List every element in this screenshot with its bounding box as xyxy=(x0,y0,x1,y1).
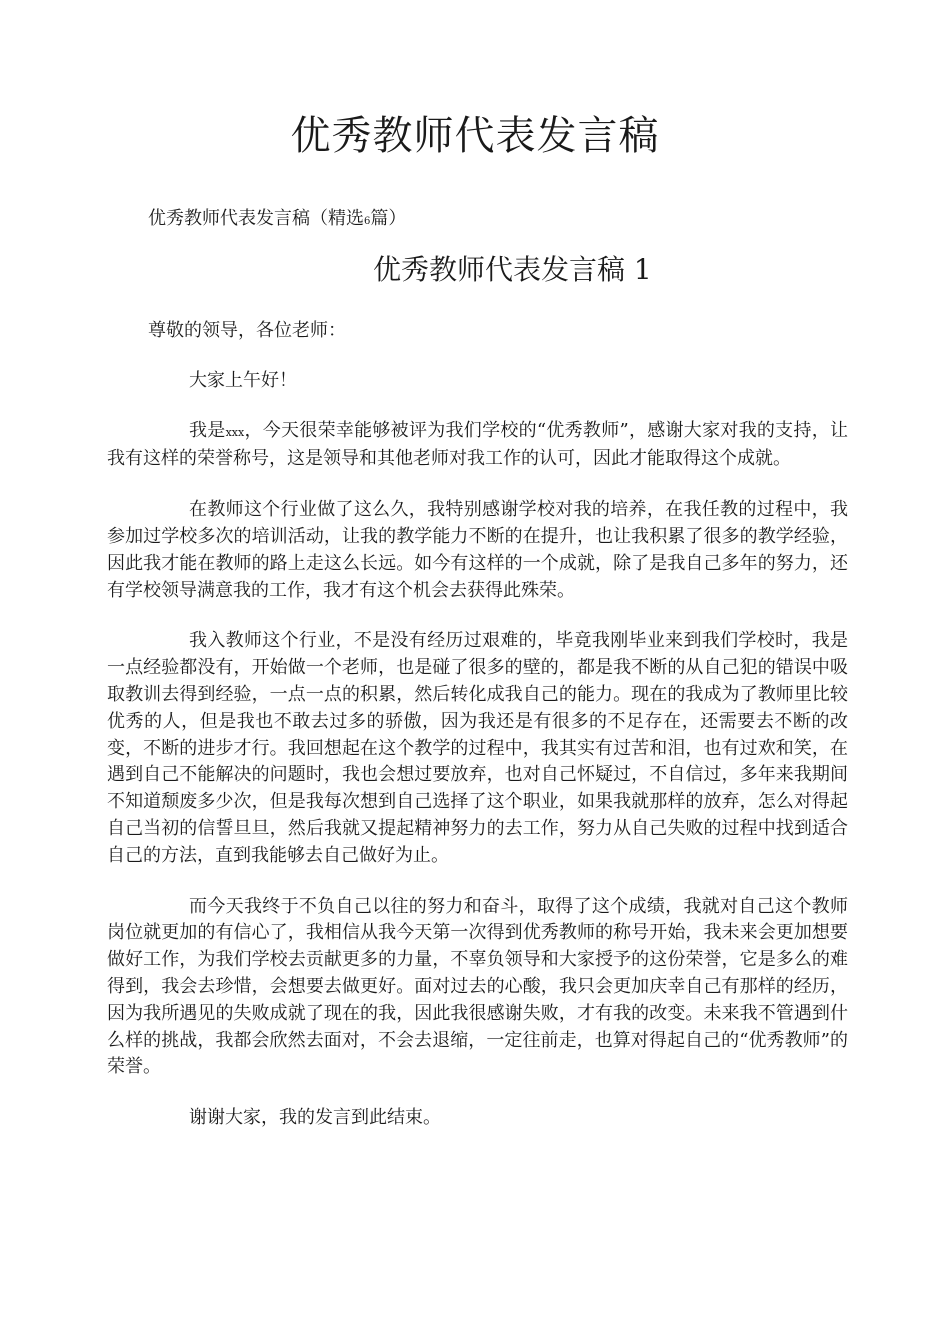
closing: 谢谢大家，我的发言到此结束。 xyxy=(189,1107,441,1129)
paragraph-1-text: ，今天很荣幸能够被评为我们学校的“优秀教师”，感谢大家对我的支持，让我有这样的荣誉称号，这是领导和其他老师对我工作的认可，因此才能取得这个成就。 xyxy=(107,419,849,470)
document-subtitle xyxy=(148,206,406,235)
paragraph-1 xyxy=(107,418,848,474)
salutation: 尊敬的领导，各位老师： xyxy=(148,320,346,341)
section-title: 优秀教师代表发言稿 1 xyxy=(373,253,652,286)
greeting: 大家上午好！ xyxy=(189,369,297,391)
subtitle-suffix: 篇） xyxy=(370,208,407,229)
subtitle-count: 6 xyxy=(364,216,371,227)
paragraph-1-prefix: 我是 xyxy=(189,419,226,441)
speech-body xyxy=(107,318,848,1156)
paragraph-2: 在教师这个行业做了这么久，我特别感谢学校对我的培养，在我任教的过程中，我参加过学校多次的培训活动，让我的教学能力不断的在提升，也让我积累了很多的教学经验，因此我才能在教师的路上走这么长远。如今有这样的一个成就，除了是我自己多年的努力，还有学校领导满意我的工作，我才有这个机会去获得此殊荣。 xyxy=(107,499,848,601)
subtitle-prefix: 优秀教师代表发言稿（精选 xyxy=(148,208,364,229)
document-title: 优秀教师代表发言稿 xyxy=(290,113,660,159)
paragraph-4: 而今天我终于不负自己以往的努力和奋斗，取得了这个成绩，我就对自己这个教师岗位就更加的有信心了，我相信从我今天第一次得到优秀教师的称号开始，我未来会更加想要做好工作，为我们学校去贡献更多的力量，不辜负领导和大家授予的这份荣誉，它是多么的难得到，我会去珍惜，会想要去做更好。面对过去的心酸，我只会更加庆幸自己有那样的经历，因为我所遇见的失败成就了现在的我，因此我很感谢失败，才有我的改变。未来我不管遇到什么样的挑战，我都会欣然去面对，不会去退缩，一定往前走，也算对得起自己的“优秀教师”的荣誉。 xyxy=(107,895,848,1078)
paragraph-3: 我入教师这个行业，不是没有经历过艰难的，毕竟我刚毕业来到我们学校时，我是一点经验都没有，开始做一个老师，也是碰了很多的壁的，都是我不断的从自己犯的错误中吸取教训去得到经验，一点一点的积累，然后转化成我自己的能力。现在的我成为了教师里比较优秀的人，但是我也不敢去过多的骄傲，因为我还是有很多的不足存在，还需要去不断的改变，不断的进步才行。我回想起在这个教学的过程中，我其实有过苦和泪，也有过欢和笑，在遇到自己不能解决的问题时，我也会想过要放弃，也对自己怀疑过，不自信过，多年来我期间不知道颓废多少次，但是我每次想到自己选择了这个职业，如果我就那样的放弃，怎么对得起自己当初的信誓旦旦，然后我就又提起精神努力的去工作，努力从自己失败的过程中找到适合自己的方法，直到我能够去自己做好为止。 xyxy=(107,630,848,866)
speaker-name-placeholder: xxx xyxy=(225,425,245,439)
